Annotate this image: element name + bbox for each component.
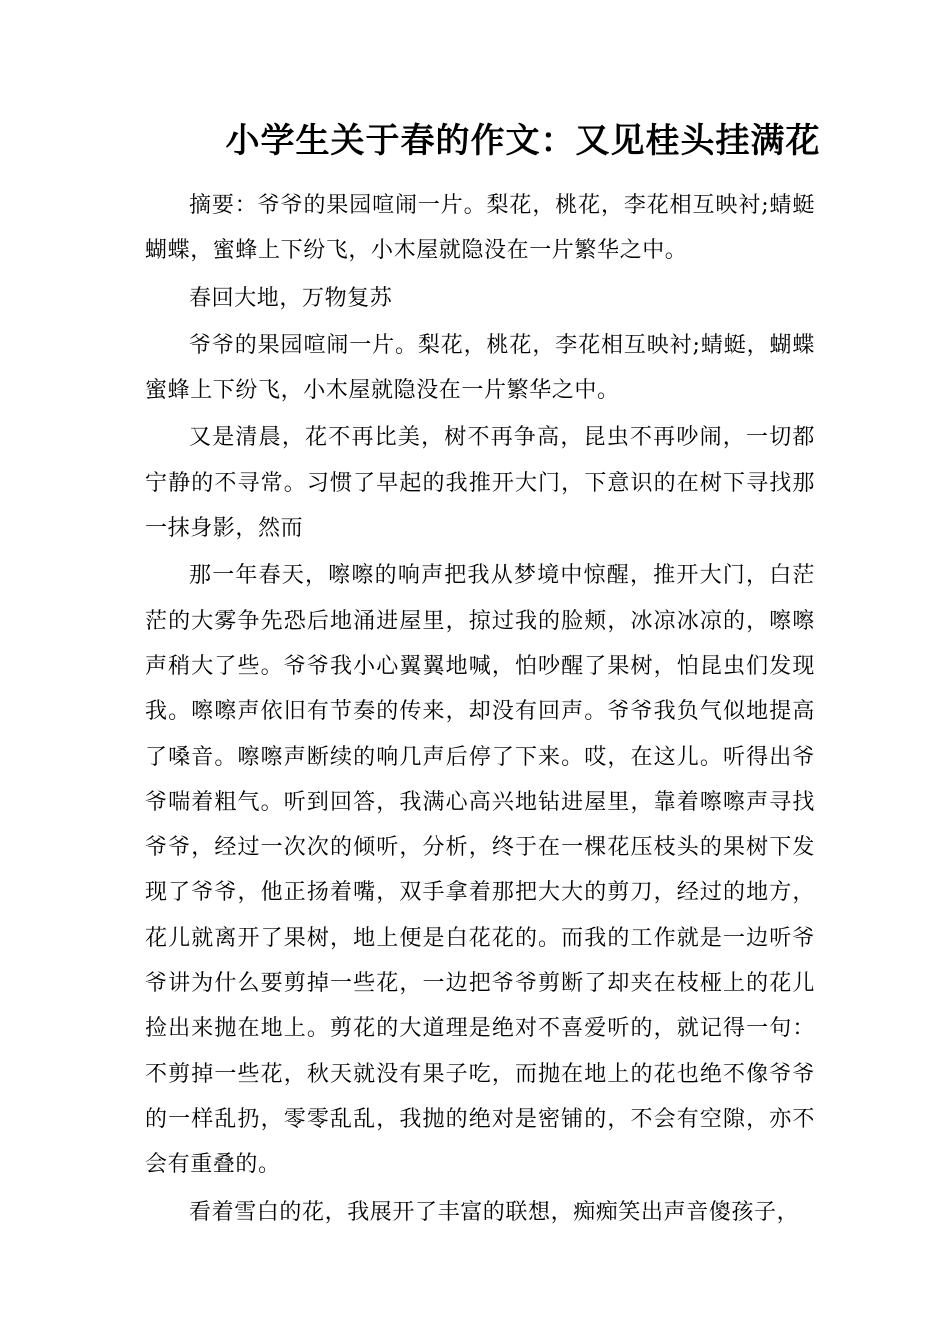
body-paragraph: 又是清晨，花不再比美，树不再争高，昆虫不再吵闹，一切都宁静的不寻常。习惯了早起的我推开大门，下意识的在树下寻找那一抹身影，然而	[145, 425, 815, 542]
summary-paragraph: 摘要：爷爷的果园喧闹一片。梨花，桃花，李花相互映衬;蜻蜓蝴蝶，蜜蜂上下纷飞，小木屋就隐没在一片繁华之中。	[145, 193, 815, 264]
body-paragraph: 看着雪白的花，我展开了丰富的联想，痴痴笑出声音傻孩子，	[189, 1199, 800, 1225]
body-paragraph: 爷爷的果园喧闹一片。梨花，桃花，李花相互映衬;蜻蜓，蝴蝶蜜蜂上下纷飞，小木屋就隐没在一片繁华之中。	[145, 332, 815, 404]
body-paragraph: 春回大地，万物复苏	[189, 285, 393, 311]
body-paragraph: 那一年春天，嚓嚓的响声把我从梦境中惊醒，推开大门，白茫茫的大雾争先恐后地涌进屋里，掠过我的脸颊，冰凉冰凉的，嚓嚓声稍大了些。爷爷我小心翼翼地喊，怕吵醒了果树，怕昆虫们发现我。嚓嚓声依旧有节奏的传来，却没有回声。爷爷我负气似地提高了嗓音。嚓嚓声断续的响几声后停了下来。哎，在这儿。听得出爷爷喘着粗气。听到回答，我满心高兴地钻进屋里，靠着嚓嚓声寻找爷爷，经过一次次的倾听，分析，终于在一棵花压枝头的果树下发现了爷爷，他正扬着嘴，双手拿着那把大大的剪刀，经过的地方，花儿就离开了果树，地上便是白花花的。而我的工作就是一边听爷爷讲为什么要剪掉一些花，一边把爷爷剪断了却夹在枝桠上的花儿捡出来抛在地上。剪花的大道理是绝对不喜爱听的，就记得一句：不剪掉一些花，秋天就没有果子吃，而抛在地上的花也绝不像爷爷的一样乱扔，零零乱乱，我抛的绝对是密铺的，不会有空隙，亦不会有重叠的。	[145, 563, 815, 1178]
article-body	[145, 183, 815, 1237]
page-title: 小学生关于春的作文：又见桂头挂满花	[225, 121, 821, 161]
